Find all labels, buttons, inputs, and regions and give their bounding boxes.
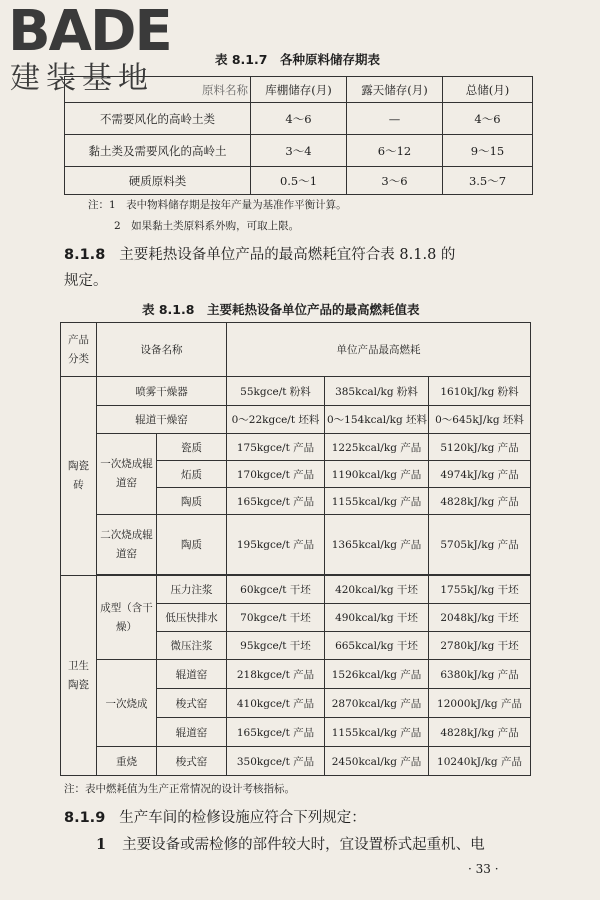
- table-header-row: [61, 323, 531, 377]
- value-kcal: 1190kcal/kg 产品: [325, 461, 429, 488]
- page-number: · 33 ·: [468, 862, 499, 876]
- table-row: [61, 406, 531, 434]
- shed-storage: 4～6: [251, 103, 347, 135]
- equipment-name: 压力注浆: [157, 576, 227, 604]
- value-kcal: 1225kcal/kg 产品: [325, 434, 429, 461]
- value-kcal: 1365kcal/kg 产品: [325, 515, 429, 575]
- clause-text: 主要耗热设备单位产品的最高燃耗宜符合表 8.1.8 的: [119, 247, 456, 263]
- value-kgce: 95kgce/t 干坯: [227, 632, 325, 660]
- equipment-name: 陶质: [157, 488, 227, 515]
- value-kcal: 2450kcal/kg 产品: [325, 747, 429, 776]
- total-storage: 9～15: [443, 135, 533, 167]
- open-storage: —: [347, 103, 443, 135]
- value-kgce: 195kgce/t 产品: [227, 515, 325, 575]
- clause-8-1-8: [64, 243, 455, 264]
- single-firing-roller-kiln: 一次烧成辊道窑: [97, 434, 157, 515]
- equipment-name: 梭式窑: [157, 747, 227, 776]
- value-kcal: 1155kcal/kg 产品: [325, 488, 429, 515]
- value-kcal: 2870kcal/kg 产品: [325, 689, 429, 718]
- table-row: [65, 103, 533, 135]
- storage-period-table: [64, 76, 533, 195]
- equipment-name: 瓷质: [157, 434, 227, 461]
- clause-8-1-9: [64, 806, 366, 827]
- category-ceramic-tile: 陶瓷砖: [61, 377, 97, 576]
- logo-brand: BADE: [8, 0, 171, 64]
- fuel-consumption-table: [60, 322, 531, 776]
- table1-title: 表 8.1.7 各种原料储存期表: [215, 52, 380, 67]
- value-kgce: 165kgce/t 产品: [227, 488, 325, 515]
- equipment-name: 陶质: [157, 515, 227, 575]
- value-kcal: 420kcal/kg 干坯: [325, 576, 429, 604]
- value-kj: 12000kJ/kg 产品: [429, 689, 531, 718]
- table2-note: 注：表中燃耗值为生产正常情况的设计考核指标。: [64, 783, 295, 795]
- value-kgce: 70kgce/t 干坯: [227, 604, 325, 632]
- table-row: [61, 434, 531, 461]
- equipment-name: 炻质: [157, 461, 227, 488]
- table-row: [61, 377, 531, 406]
- value-kgce: 175kgce/t 产品: [227, 434, 325, 461]
- value-kj: 1610kJ/kg 粉料: [429, 377, 531, 406]
- value-kj: 0～645kJ/kg 坯料: [429, 406, 531, 434]
- equipment-name: 梭式窑: [157, 689, 227, 718]
- refiring: 重烧: [97, 747, 157, 776]
- shed-storage: 0.5～1: [251, 167, 347, 195]
- clause-number: 8.1.8: [64, 247, 106, 263]
- item-text: 主要设备或需检修的部件较大时，宜设置桥式起重机、电: [122, 837, 485, 853]
- table-row: [61, 660, 531, 689]
- material-name: 硬质原料类: [65, 167, 251, 195]
- shed-storage: 3～4: [251, 135, 347, 167]
- item-number: 1: [96, 836, 107, 853]
- table-row: [61, 576, 531, 604]
- value-kcal: 665kcal/kg 干坯: [325, 632, 429, 660]
- clause-8-1-9-item-1: [96, 833, 485, 854]
- header-cell: 总储(月): [443, 77, 533, 103]
- material-name: 不需要风化的高岭土类: [65, 103, 251, 135]
- value-kj: 5705kJ/kg 产品: [429, 515, 531, 575]
- value-kcal: 385kcal/kg 粉料: [325, 377, 429, 406]
- value-kcal: 0～154kcal/kg 坯料: [325, 406, 429, 434]
- value-kj: 5120kJ/kg 产品: [429, 434, 531, 461]
- value-kj: 4828kJ/kg 产品: [429, 718, 531, 747]
- value-kgce: 165kgce/t 产品: [227, 718, 325, 747]
- clause-8-1-8-cont: 规定。: [64, 273, 108, 289]
- value-kcal: 1526kcal/kg 产品: [325, 660, 429, 689]
- single-firing: 一次烧成: [97, 660, 157, 747]
- table1-note-2: 2 如果黏土类原料系外购，可取上限。: [114, 220, 300, 232]
- table-row: [61, 747, 531, 776]
- value-kgce: 55kgce/t 粉料: [227, 377, 325, 406]
- header-cell: 露天储存(月): [347, 77, 443, 103]
- value-kgce: 170kgce/t 产品: [227, 461, 325, 488]
- value-kgce: 0～22kgce/t 坯料: [227, 406, 325, 434]
- equipment-name: 低压快排水: [157, 604, 227, 632]
- value-kj: 6380kJ/kg 产品: [429, 660, 531, 689]
- value-kgce: 410kgce/t 产品: [227, 689, 325, 718]
- open-storage: 3～6: [347, 167, 443, 195]
- header-cell: 库棚储存(月): [251, 77, 347, 103]
- material-name: 黏土类及需要风化的高岭土: [65, 135, 251, 167]
- double-firing-roller-kiln: 二次烧成辊道窑: [97, 515, 157, 575]
- equipment-name: 微压注浆: [157, 632, 227, 660]
- table-row: [65, 167, 533, 195]
- forming-with-drying: 成型（含干燥）: [97, 576, 157, 660]
- value-kj: 4828kJ/kg 产品: [429, 488, 531, 515]
- table-header-row: [65, 77, 533, 103]
- value-kgce: 218kgce/t 产品: [227, 660, 325, 689]
- table2-title: 表 8.1.8 主要耗热设备单位产品的最高燃耗值表: [142, 302, 420, 317]
- open-storage: 6～12: [347, 135, 443, 167]
- value-kj: 1755kJ/kg 干坯: [429, 576, 531, 604]
- table1-note-1: 注：1 表中物料储存期是按年产量为基准作平衡计算。: [88, 199, 347, 211]
- value-kgce: 350kgce/t 产品: [227, 747, 325, 776]
- value-kj: 2048kJ/kg 干坯: [429, 604, 531, 632]
- clause-text: 生产车间的检修设施应符合下列规定：: [119, 810, 366, 826]
- total-storage: 4～6: [443, 103, 533, 135]
- value-kgce: 60kgce/t 干坯: [227, 576, 325, 604]
- header-cell: 原料名称: [65, 77, 251, 103]
- total-storage: 3.5～7: [443, 167, 533, 195]
- value-kj: 2780kJ/kg 干坯: [429, 632, 531, 660]
- table-row: [61, 515, 531, 575]
- equipment-name: 辊道窑: [157, 660, 227, 689]
- equipment-name: 辊道干燥窑: [97, 406, 227, 434]
- value-kj: 4974kJ/kg 产品: [429, 461, 531, 488]
- clause-number: 8.1.9: [64, 810, 106, 826]
- header-category: 产品分类: [61, 323, 97, 377]
- value-kj: 10240kJ/kg 产品: [429, 747, 531, 776]
- value-kcal: 1155kcal/kg 产品: [325, 718, 429, 747]
- logo-subtitle: 建装基地: [10, 61, 154, 96]
- table-row: [65, 135, 533, 167]
- header-equipment: 设备名称: [97, 323, 227, 377]
- equipment-name: 喷雾干燥器: [97, 377, 227, 406]
- value-kcal: 490kcal/kg 干坯: [325, 604, 429, 632]
- category-sanitary-ceramics: 卫生陶瓷: [61, 576, 97, 776]
- equipment-name: 辊道窑: [157, 718, 227, 747]
- header-consumption: 单位产品最高燃耗: [227, 323, 531, 377]
